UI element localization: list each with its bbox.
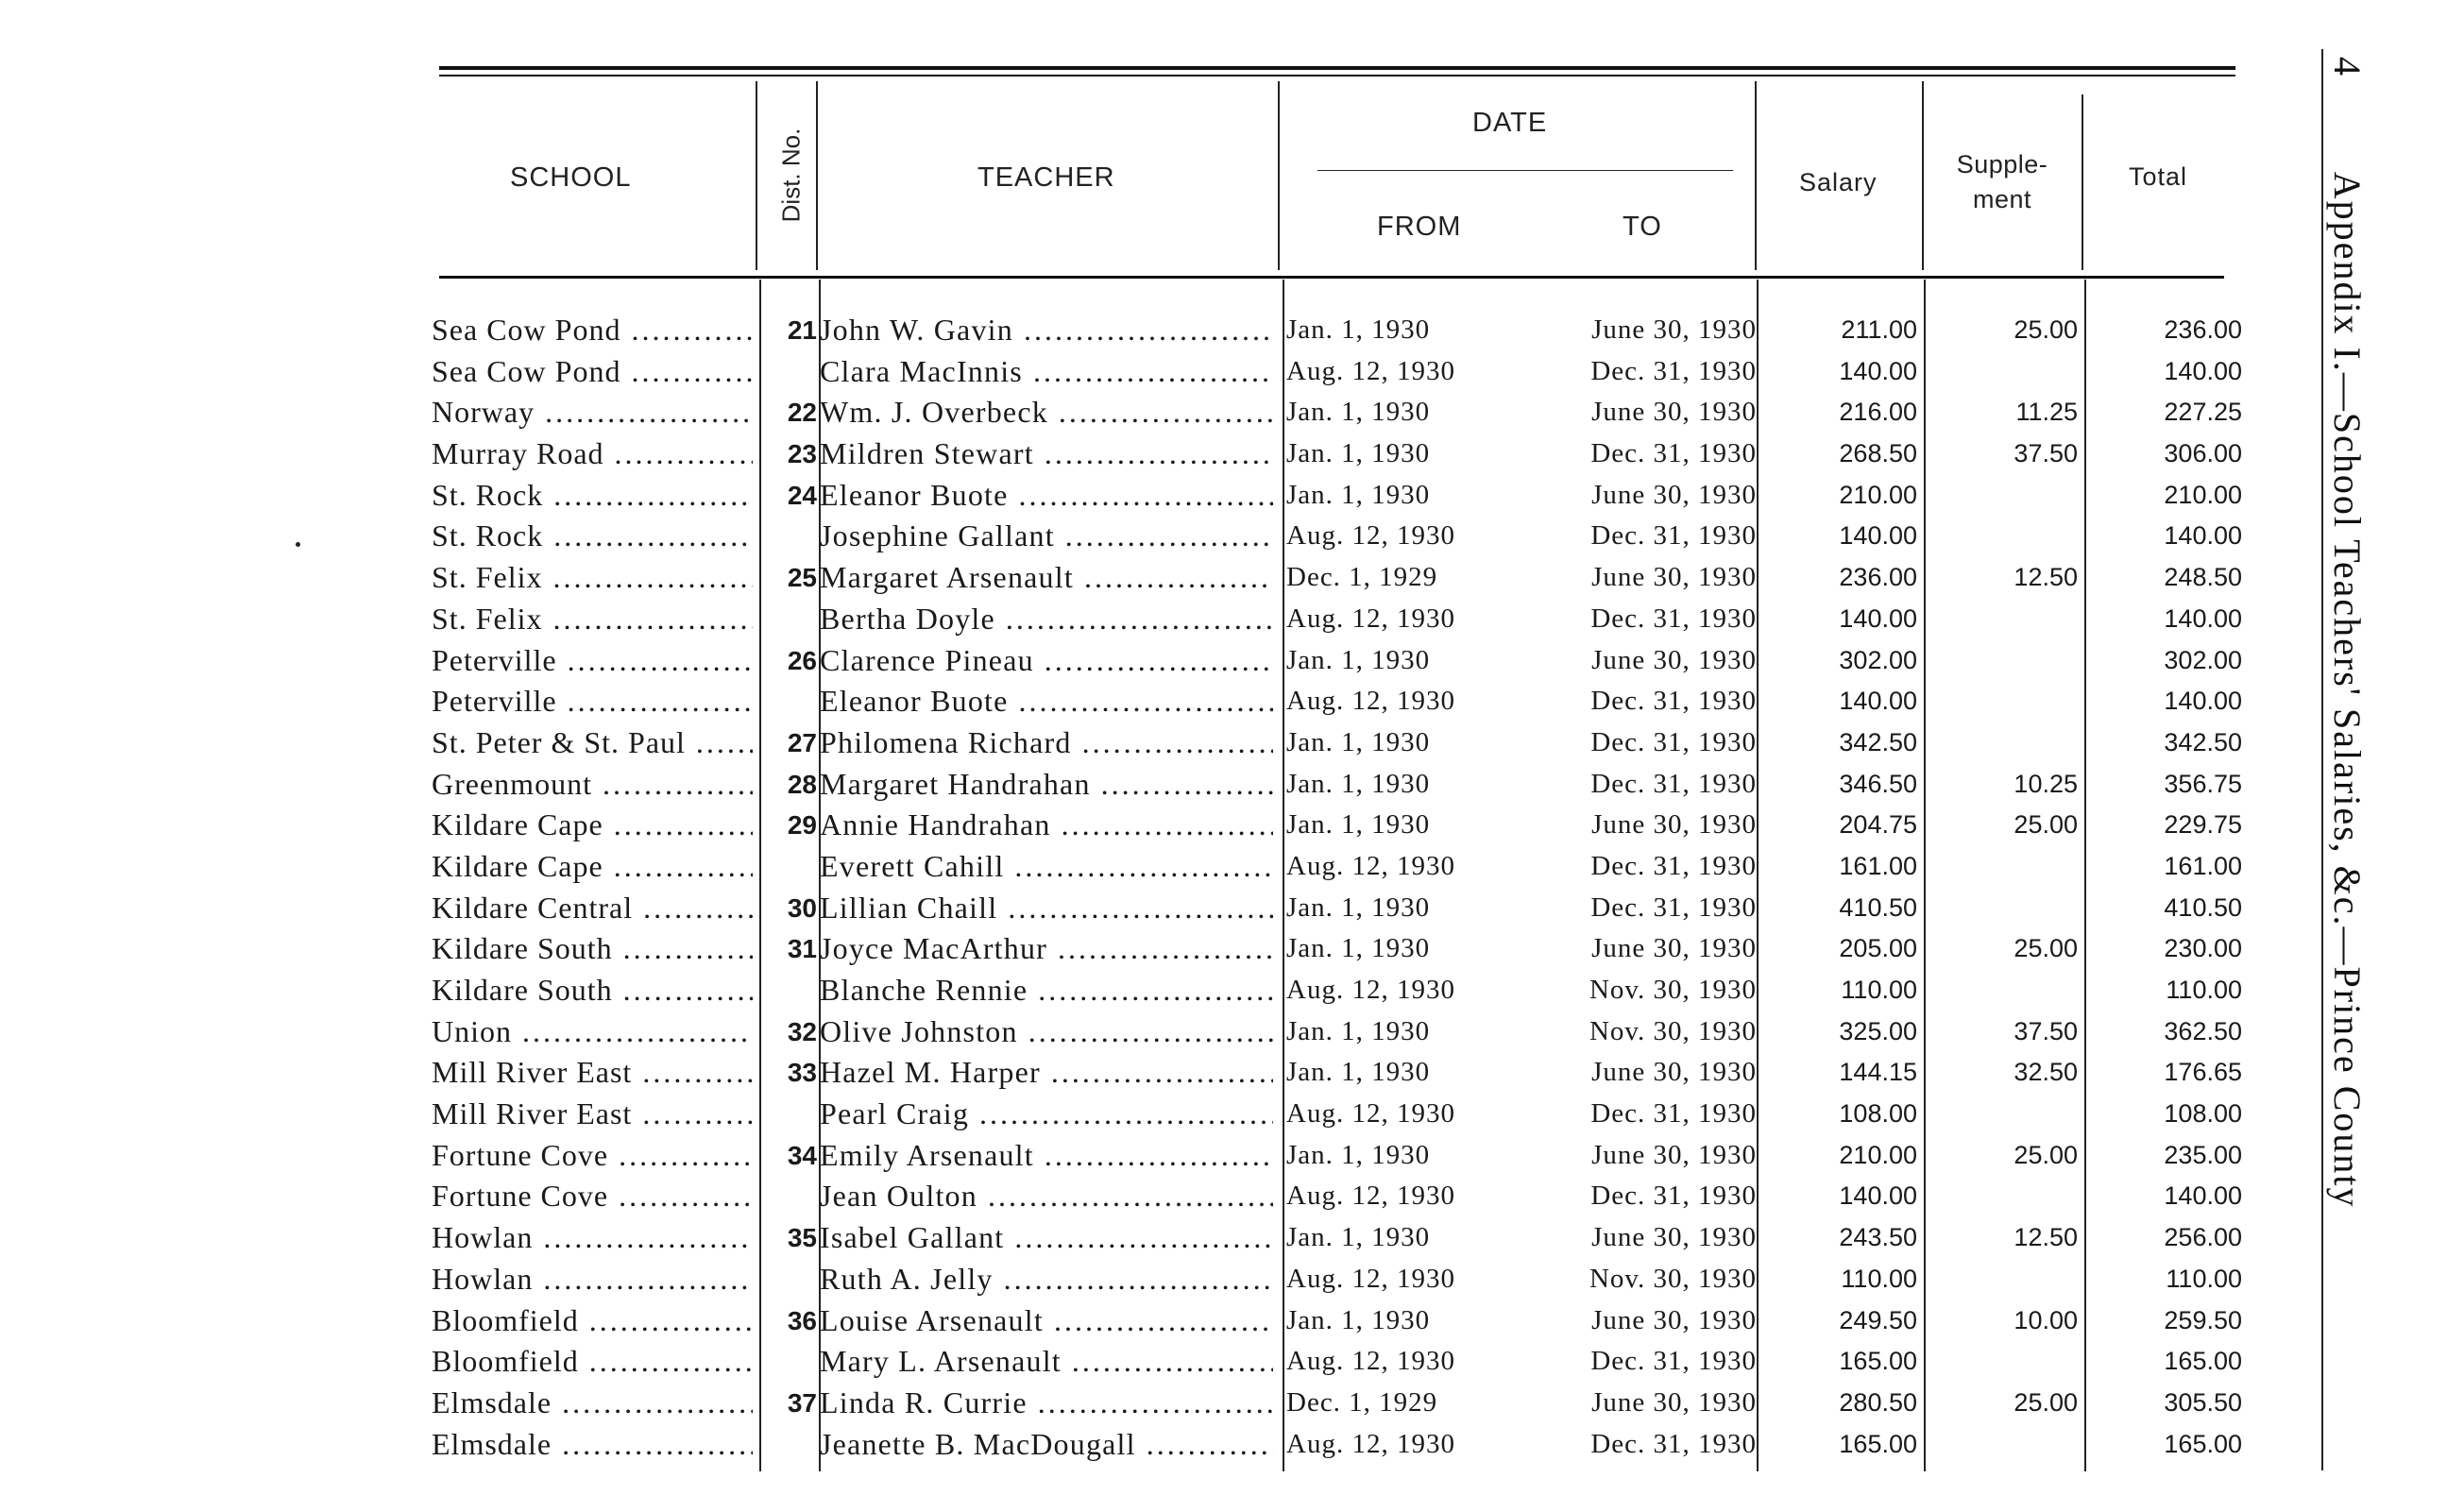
date-to-cell: Dec. 31, 1930 — [1590, 520, 1757, 552]
date-to-cell: Dec. 31, 1930 — [1590, 355, 1757, 386]
date-to-cell: Nov. 30, 1930 — [1589, 1015, 1757, 1046]
salary-table-body — [0, 310, 2447, 1465]
teacher-cell: Lillian Chaill ..... — [820, 888, 1273, 929]
page-number: 4 — [2326, 57, 2369, 77]
column-divider — [756, 81, 757, 270]
school-cell: Kildare Cape ..... — [432, 805, 753, 846]
teacher-cell: Ruth A. Jelly ..... — [820, 1259, 1273, 1300]
date-to-cell: Dec. 31, 1930 — [1590, 768, 1757, 799]
dist-no-cell: 27 — [787, 727, 817, 757]
date-from-cell: Jan. 1, 1930 — [1286, 314, 1431, 345]
date-to-cell: June 30, 1930 — [1591, 314, 1757, 345]
salary-cell: 140.00 — [1839, 1181, 1917, 1211]
teacher-cell: Everett Cahill ..... — [820, 846, 1273, 888]
table-row — [0, 681, 2447, 722]
teacher-cell: Blanche Rennie ..... — [820, 970, 1273, 1011]
supplement-cell: 12.50 — [2014, 1223, 2078, 1252]
table-row — [0, 1383, 2447, 1424]
total-cell: 140.00 — [2164, 356, 2242, 385]
total-cell: 248.50 — [2164, 563, 2242, 592]
table-row — [0, 516, 2447, 557]
teacher-cell: Josephine Gallant ..... — [820, 516, 1273, 557]
date-from-cell: Aug. 12, 1930 — [1286, 1098, 1455, 1130]
teacher-cell: Clarence Pineau ..... — [820, 640, 1273, 682]
school-cell: Elmsdale ..... — [432, 1383, 753, 1424]
date-from-cell: Jan. 1, 1930 — [1286, 438, 1431, 469]
dist-no-cell: 23 — [787, 439, 817, 469]
column-divider — [2082, 94, 2083, 270]
date-from-cell: Jan. 1, 1930 — [1286, 1139, 1431, 1170]
school-cell: St. Felix ..... — [432, 557, 753, 599]
date-from-cell: Jan. 1, 1930 — [1286, 892, 1431, 923]
dist-no-cell: 28 — [787, 769, 817, 799]
salary-cell: 325.00 — [1839, 1016, 1917, 1045]
school-cell: St. Rock ..... — [432, 475, 753, 517]
salary-cell: 140.00 — [1839, 521, 1917, 551]
school-cell: St. Rock ..... — [432, 516, 753, 557]
salary-cell: 110.00 — [1841, 1264, 1917, 1293]
teacher-cell: Margaret Arsenault ..... — [820, 557, 1273, 599]
salary-cell: 140.00 — [1839, 356, 1917, 385]
table-row — [0, 1341, 2447, 1383]
school-cell: Mill River East ..... — [432, 1052, 753, 1094]
table-row — [0, 1424, 2447, 1466]
column-divider — [816, 81, 818, 270]
salary-cell: 216.00 — [1839, 398, 1917, 427]
total-cell: 342.50 — [2164, 727, 2242, 756]
date-to-cell: June 30, 1930 — [1591, 1222, 1757, 1253]
salary-cell: 204.75 — [1839, 810, 1917, 840]
supplement-cell: 10.00 — [2014, 1305, 2078, 1334]
header-supplement-line2: ment — [1972, 185, 2032, 213]
date-to-cell: June 30, 1930 — [1591, 562, 1757, 593]
dist-no-cell: 35 — [787, 1223, 817, 1253]
dist-no-cell: 34 — [787, 1140, 817, 1170]
total-cell: 161.00 — [2164, 851, 2242, 880]
date-from-cell: Aug. 12, 1930 — [1286, 1428, 1455, 1459]
school-cell: Kildare Central ..... — [432, 888, 753, 929]
table-row — [0, 1259, 2447, 1300]
date-to-cell: June 30, 1930 — [1591, 1057, 1757, 1088]
date-to-cell: Dec. 31, 1930 — [1590, 850, 1757, 881]
table-row — [0, 928, 2447, 970]
teacher-cell: Louise Arsenault ..... — [820, 1300, 1273, 1342]
school-cell: Murray Road ..... — [432, 433, 753, 475]
salary-cell: 210.00 — [1839, 1140, 1917, 1169]
top-rule-thin — [439, 75, 2235, 76]
salary-cell: 205.00 — [1839, 934, 1917, 963]
table-row — [0, 888, 2447, 929]
school-cell: Kildare South ..... — [432, 970, 753, 1011]
salary-cell: 161.00 — [1839, 851, 1917, 880]
total-cell: 110.00 — [2166, 976, 2242, 1004]
table-row — [0, 722, 2447, 764]
table-row — [0, 1052, 2447, 1094]
total-cell: 362.50 — [2164, 1016, 2242, 1045]
caption-rule — [2321, 49, 2323, 1470]
table-row — [0, 764, 2447, 806]
header-bottom-rule — [439, 276, 2224, 279]
date-from-cell: Aug. 12, 1930 — [1286, 355, 1455, 386]
salary-cell: 108.00 — [1839, 1099, 1917, 1129]
date-to-cell: Nov. 30, 1930 — [1589, 1263, 1757, 1294]
teacher-cell: Emily Arsenault ..... — [820, 1135, 1273, 1177]
date-from-cell: Aug. 12, 1930 — [1286, 850, 1455, 881]
salary-cell: 249.50 — [1839, 1305, 1917, 1334]
date-to-cell: Dec. 31, 1930 — [1590, 686, 1757, 717]
date-from-cell: Jan. 1, 1930 — [1286, 768, 1431, 799]
date-to-cell: June 30, 1930 — [1591, 1304, 1757, 1335]
total-cell: 210.00 — [2164, 480, 2242, 509]
teacher-cell: Jeanette B. MacDougall ..... — [820, 1424, 1273, 1466]
school-cell: St. Peter & St. Paul ..... — [432, 722, 753, 764]
school-cell: Union ..... — [432, 1011, 753, 1053]
salary-cell: 346.50 — [1839, 769, 1917, 798]
date-from-cell: Dec. 1, 1929 — [1286, 1386, 1438, 1418]
salary-cell: 140.00 — [1839, 603, 1917, 633]
header-supplement — [1936, 147, 2068, 217]
dist-no-cell: 31 — [787, 934, 817, 964]
table-row — [0, 475, 2447, 517]
salary-cell: 211.00 — [1841, 315, 1917, 344]
date-from-cell: Jan. 1, 1930 — [1286, 726, 1431, 757]
teacher-cell: Jean Oulton ..... — [820, 1176, 1273, 1217]
dist-no-cell: 32 — [787, 1016, 817, 1046]
date-from-cell: Aug. 12, 1930 — [1286, 1181, 1455, 1212]
school-cell: Greenmount ..... — [432, 764, 753, 806]
total-cell: 165.00 — [2164, 1429, 2242, 1458]
total-cell: 230.00 — [2164, 934, 2242, 963]
table-row — [0, 599, 2447, 640]
dist-no-cell: 26 — [787, 645, 817, 675]
table-row — [0, 1217, 2447, 1259]
column-divider — [1922, 81, 1924, 270]
header-date: DATE — [1472, 108, 1548, 138]
column-divider — [1278, 81, 1280, 270]
teacher-cell: Eleanor Buote ..... — [820, 475, 1273, 517]
school-cell: Peterville ..... — [432, 640, 753, 682]
date-from-cell: Jan. 1, 1930 — [1286, 1222, 1431, 1253]
school-cell: Howlan ..... — [432, 1259, 753, 1300]
date-to-cell: Dec. 31, 1930 — [1590, 892, 1757, 923]
salary-cell: 236.00 — [1839, 563, 1917, 592]
header-school: SCHOOL — [510, 162, 632, 193]
teacher-cell: Hazel M. Harper ..... — [820, 1052, 1273, 1094]
school-cell: Kildare Cape ..... — [432, 846, 753, 888]
total-cell: 306.00 — [2164, 439, 2242, 468]
table-row — [0, 640, 2447, 682]
dist-no-cell: 22 — [787, 398, 817, 428]
table-row — [0, 1135, 2447, 1177]
total-cell: 165.00 — [2164, 1347, 2242, 1376]
school-cell: St. Felix ..... — [432, 599, 753, 640]
date-from-cell: Jan. 1, 1930 — [1286, 479, 1431, 510]
table-row — [0, 846, 2447, 888]
school-cell: Fortune Cove ..... — [432, 1135, 753, 1177]
teacher-cell: Isabel Gallant ..... — [820, 1217, 1273, 1259]
school-cell: Mill River East ..... — [432, 1094, 753, 1135]
table-row — [0, 1094, 2447, 1135]
date-from-cell: Jan. 1, 1930 — [1286, 644, 1431, 675]
school-cell: Kildare South ..... — [432, 928, 753, 970]
total-cell: 236.00 — [2164, 315, 2242, 344]
date-to-cell: Dec. 31, 1930 — [1590, 1428, 1757, 1459]
teacher-cell: Eleanor Buote ..... — [820, 681, 1273, 722]
date-from-cell: Aug. 12, 1930 — [1286, 686, 1455, 717]
total-cell: 229.75 — [2164, 810, 2242, 840]
total-cell: 140.00 — [2164, 687, 2242, 716]
side-caption — [2326, 57, 2394, 1360]
school-cell: Bloomfield ..... — [432, 1300, 753, 1342]
total-cell: 176.65 — [2164, 1058, 2242, 1087]
supplement-cell: 12.50 — [2014, 563, 2078, 592]
total-cell: 140.00 — [2164, 1181, 2242, 1211]
date-from-cell: Jan. 1, 1930 — [1286, 1015, 1431, 1046]
teacher-cell: Linda R. Currie ..... — [820, 1383, 1273, 1424]
date-to-cell: Dec. 31, 1930 — [1590, 726, 1757, 757]
salary-cell: 144.15 — [1839, 1058, 1917, 1087]
teacher-cell: Philomena Richard ..... — [820, 722, 1273, 764]
dist-no-cell: 36 — [787, 1305, 817, 1335]
table-row — [0, 970, 2447, 1011]
total-cell: 259.50 — [2164, 1305, 2242, 1334]
salary-cell: 268.50 — [1839, 439, 1917, 468]
date-to-cell: Nov. 30, 1930 — [1589, 975, 1757, 1005]
table-row — [0, 392, 2447, 433]
school-cell: Sea Cow Pond ..... — [432, 351, 753, 393]
date-from-cell: Jan. 1, 1930 — [1286, 933, 1431, 964]
total-cell: 256.00 — [2164, 1223, 2242, 1252]
header-teacher: TEACHER — [977, 162, 1115, 193]
date-to-cell: June 30, 1930 — [1591, 397, 1757, 428]
supplement-cell: 10.25 — [2014, 769, 2078, 798]
date-from-cell: Jan. 1, 1930 — [1286, 1304, 1431, 1335]
total-cell: 140.00 — [2164, 521, 2242, 551]
supplement-cell: 25.00 — [2014, 1387, 2078, 1417]
table-row — [0, 805, 2447, 846]
date-from-cell: Jan. 1, 1930 — [1286, 397, 1431, 428]
table-row — [0, 433, 2447, 475]
teacher-cell: Joyce MacArthur ..... — [820, 928, 1273, 970]
date-to-cell: Dec. 31, 1930 — [1590, 603, 1757, 634]
dist-no-cell: 24 — [787, 480, 817, 510]
total-cell: 410.50 — [2164, 892, 2242, 922]
date-from-cell: Aug. 12, 1930 — [1286, 520, 1455, 552]
scan-speck — [296, 542, 300, 547]
supplement-cell: 37.50 — [2014, 1016, 2078, 1045]
date-from-cell: Dec. 1, 1929 — [1286, 562, 1438, 593]
salary-cell: 302.00 — [1839, 645, 1917, 674]
table-row — [0, 557, 2447, 599]
header-total: Total — [2129, 162, 2188, 191]
supplement-cell: 25.00 — [2014, 1140, 2078, 1169]
table-row — [0, 351, 2447, 393]
total-cell: 305.50 — [2164, 1387, 2242, 1417]
date-to-cell: June 30, 1930 — [1591, 933, 1757, 964]
table-row — [0, 1011, 2447, 1053]
teacher-cell: Olive Johnston ..... — [820, 1011, 1273, 1053]
dist-no-cell: 29 — [787, 810, 817, 841]
date-from-cell: Jan. 1, 1930 — [1286, 809, 1431, 841]
total-cell: 140.00 — [2164, 603, 2242, 633]
date-to-cell: June 30, 1930 — [1591, 1386, 1757, 1418]
side-caption-text — [2325, 57, 2370, 1208]
date-to-cell: Dec. 31, 1930 — [1590, 1181, 1757, 1212]
supplement-cell: 25.00 — [2014, 315, 2078, 344]
date-to-cell: June 30, 1930 — [1591, 644, 1757, 675]
dist-no-cell: 30 — [787, 892, 817, 923]
teacher-cell: John W. Gavin ..... — [820, 310, 1273, 351]
date-from-cell: Aug. 12, 1930 — [1286, 1346, 1455, 1377]
teacher-cell: Pearl Craig ..... — [820, 1094, 1273, 1135]
total-cell: 235.00 — [2164, 1140, 2242, 1169]
teacher-cell: Mildren Stewart ..... — [820, 433, 1273, 475]
salary-cell: 410.50 — [1839, 892, 1917, 922]
salary-cell: 280.50 — [1839, 1387, 1917, 1417]
total-cell: 110.00 — [2166, 1264, 2242, 1293]
dist-no-cell: 25 — [787, 563, 817, 593]
dist-no-cell: 37 — [787, 1387, 817, 1418]
teacher-cell: Wm. J. Overbeck ..... — [820, 392, 1273, 433]
header-dist-no: Dist. No. — [776, 127, 806, 223]
salary-cell: 342.50 — [1839, 727, 1917, 756]
supplement-cell: 25.00 — [2014, 810, 2078, 840]
salary-cell: 165.00 — [1839, 1347, 1917, 1376]
date-from-cell: Aug. 12, 1930 — [1286, 603, 1455, 634]
total-cell: 356.75 — [2164, 769, 2242, 798]
supplement-cell: 11.25 — [2015, 398, 2078, 427]
school-cell: Sea Cow Pond ..... — [432, 310, 753, 351]
total-cell: 227.25 — [2164, 398, 2242, 427]
date-from-cell: Aug. 12, 1930 — [1286, 1263, 1455, 1294]
table-row — [0, 310, 2447, 351]
date-to-cell: Dec. 31, 1930 — [1590, 438, 1757, 469]
salary-cell: 243.50 — [1839, 1223, 1917, 1252]
header-supplement-line1: Supple- — [1956, 150, 2048, 178]
teacher-cell: Mary L. Arsenault ..... — [820, 1341, 1273, 1383]
total-cell: 108.00 — [2164, 1099, 2242, 1129]
page-title: Appendix I.—School Teachers' Salaries, &c.—Prince County — [2326, 171, 2369, 1209]
total-cell: 302.00 — [2164, 645, 2242, 674]
table-row — [0, 1176, 2447, 1217]
supplement-cell: 25.00 — [2014, 934, 2078, 963]
date-to-cell: Dec. 31, 1930 — [1590, 1346, 1757, 1377]
date-to-cell: Dec. 31, 1930 — [1590, 1098, 1757, 1130]
salary-cell: 110.00 — [1841, 976, 1917, 1004]
salary-cell: 140.00 — [1839, 687, 1917, 716]
column-divider — [1755, 81, 1757, 270]
school-cell: Peterville ..... — [432, 681, 753, 722]
date-from-cell: Jan. 1, 1930 — [1286, 1057, 1431, 1088]
school-cell: Norway ..... — [432, 392, 753, 433]
date-to-cell: June 30, 1930 — [1591, 809, 1757, 841]
header-to: TO — [1623, 212, 1662, 242]
teacher-cell: Bertha Doyle ..... — [820, 599, 1273, 640]
salary-cell: 210.00 — [1839, 480, 1917, 509]
dist-no-cell: 21 — [787, 315, 817, 345]
date-to-cell: June 30, 1930 — [1591, 1139, 1757, 1170]
supplement-cell: 32.50 — [2014, 1058, 2078, 1087]
header-from: FROM — [1377, 212, 1462, 242]
table-row — [0, 1300, 2447, 1342]
school-cell: Bloomfield ..... — [432, 1341, 753, 1383]
date-from-cell: Aug. 12, 1930 — [1286, 975, 1455, 1005]
teacher-cell: Annie Handrahan ..... — [820, 805, 1273, 846]
top-rule — [439, 66, 2235, 70]
school-cell: Fortune Cove ..... — [432, 1176, 753, 1217]
date-sub-rule — [1317, 170, 1733, 171]
salary-cell: 165.00 — [1839, 1429, 1917, 1458]
teacher-cell: Margaret Handrahan ..... — [820, 764, 1273, 806]
header-salary: Salary — [1799, 168, 1878, 196]
supplement-cell: 37.50 — [2014, 439, 2078, 468]
school-cell: Elmsdale ..... — [432, 1424, 753, 1466]
date-to-cell: June 30, 1930 — [1591, 479, 1757, 510]
dist-no-cell: 33 — [787, 1058, 817, 1088]
school-cell: Howlan ..... — [432, 1217, 753, 1259]
teacher-cell: Clara MacInnis ..... — [820, 351, 1273, 393]
